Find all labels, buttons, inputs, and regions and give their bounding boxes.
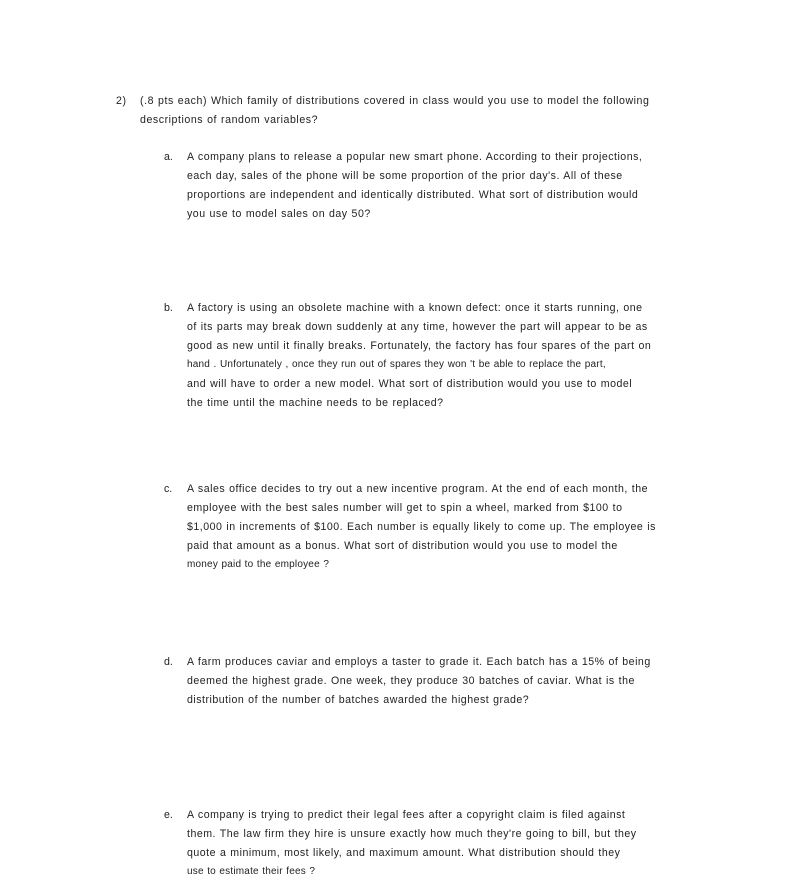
question-text-line-2: descriptions of random variables? — [140, 114, 319, 126]
item-line: quote a minimum, most likely, and maximum amount. What distribution should they — [187, 847, 621, 859]
item-line: A company is trying to predict their legal fees after a copyright claim is filed against — [187, 809, 626, 821]
item-letter: b. — [164, 302, 173, 314]
item-line: employee with the best sales number will get to spin a wheel, marked from $100 to — [187, 502, 623, 514]
item-line: money paid to the employee ? — [187, 559, 330, 570]
item-letter: e. — [164, 809, 173, 821]
item-line: good as new until it finally breaks. Fortunately, the factory has four spares of the part on — [187, 340, 652, 352]
item-line: each day, sales of the phone will be some proportion of the prior day's. All of these — [187, 170, 623, 182]
item-line: of its parts may break down suddenly at any time, however the part will appear to be as — [187, 321, 648, 333]
item-line: A farm produces caviar and employs a taster to grade it. Each batch has a 15% of being — [187, 656, 651, 668]
item-line: proportions are independent and identically distributed. What sort of distribution would — [187, 189, 639, 201]
item-line: the time until the machine needs to be replaced? — [187, 397, 444, 409]
question-text-line-1: (.8 pts each) Which family of distributions covered in class would you use to model the following — [140, 95, 650, 107]
item-line: A factory is using an obsolete machine with a known defect: once it starts running, one — [187, 302, 643, 314]
item-line: $1,000 in increments of $100. Each number is equally likely to come up. The employee is — [187, 521, 656, 533]
item-line: A company plans to release a popular new smart phone. According to their projections, — [187, 151, 643, 163]
item-letter: a. — [164, 151, 173, 163]
item-line: deemed the highest grade. One week, they produce 30 batches of caviar. What is the — [187, 675, 635, 687]
item-line: and will have to order a new model. What sort of distribution would you use to model — [187, 378, 633, 390]
item-letter: c. — [164, 483, 173, 495]
item-line: paid that amount as a bonus. What sort of distribution would you use to model the — [187, 540, 618, 552]
item-line: them. The law firm they hire is unsure exactly how much they're going to bill, but they — [187, 828, 637, 840]
item-letter: d. — [164, 656, 173, 668]
item-line: A sales office decides to try out a new incentive program. At the end of each month, the — [187, 483, 648, 495]
item-line: use to estimate their fees ? — [187, 866, 316, 877]
question-number: 2) — [116, 95, 127, 107]
item-line: distribution of the number of batches awarded the highest grade? — [187, 694, 530, 706]
item-line: hand . Unfortunately , once they run out of spares they won 't be able to replace the part, — [187, 359, 606, 370]
item-line: you use to model sales on day 50? — [187, 208, 371, 220]
